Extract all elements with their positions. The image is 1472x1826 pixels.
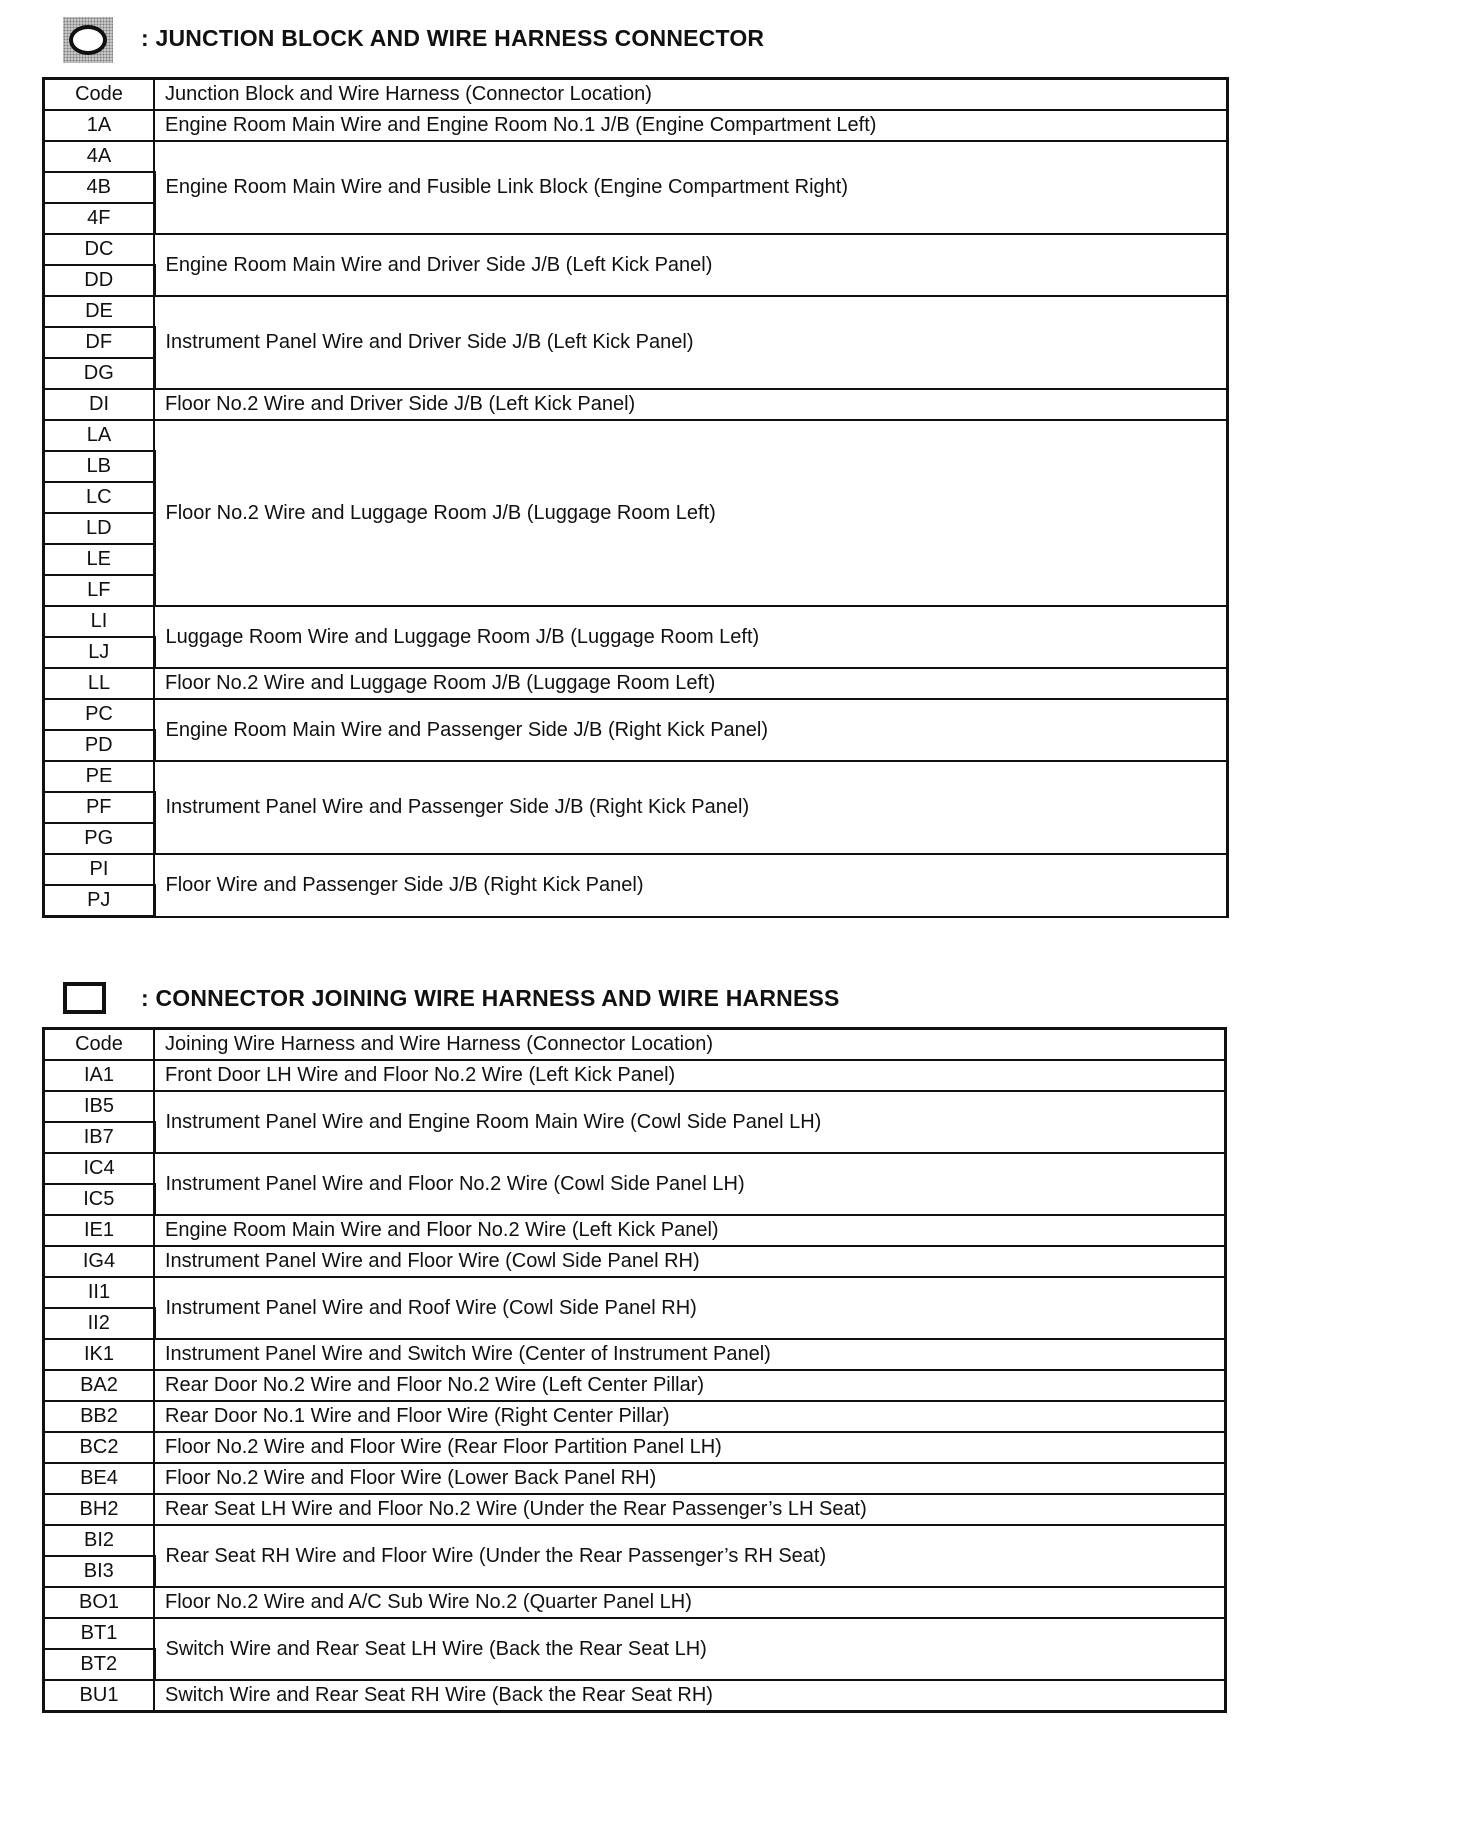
connector-code: BO1 [44, 1587, 155, 1618]
table-row [44, 668, 1228, 699]
table-row [44, 1060, 1226, 1091]
connector-code: BC2 [44, 1432, 155, 1463]
table-row [44, 1494, 1226, 1525]
connector-code: PJ [44, 885, 155, 917]
table-row [44, 1432, 1226, 1463]
connector-code: LC [44, 482, 155, 513]
connector-code: 4F [44, 203, 155, 234]
connector-location-description: Floor No.2 Wire and A/C Sub Wire No.2 (Quarter Panel LH) [154, 1587, 1226, 1618]
junction-section-heading [63, 17, 1263, 63]
connector-location-description: Floor No.2 Wire and Luggage Room J/B (Luggage Room Left) [154, 420, 1228, 606]
connector-code: BA2 [44, 1370, 155, 1401]
table-row [44, 296, 1228, 327]
connector-code: II1 [44, 1277, 155, 1308]
table-row [44, 1277, 1226, 1308]
connector-code: IC4 [44, 1153, 155, 1184]
connector-code: IB7 [44, 1122, 155, 1153]
table-row [44, 699, 1228, 730]
connector-code: IB5 [44, 1091, 155, 1122]
table-row [44, 234, 1228, 265]
table-row [44, 1091, 1226, 1122]
connector-code: LE [44, 544, 155, 575]
connector-location-description: Instrument Panel Wire and Switch Wire (Center of Instrument Panel) [154, 1339, 1226, 1370]
junction-block-table [42, 77, 1229, 918]
connector-code: BE4 [44, 1463, 155, 1494]
connector-location-description: Engine Room Main Wire and Driver Side J/B (Left Kick Panel) [154, 234, 1228, 296]
header-code: Code [44, 79, 155, 111]
connector-code: BI3 [44, 1556, 155, 1587]
connector-location-description: Rear Seat LH Wire and Floor No.2 Wire (Under the Rear Passenger’s LH Seat) [154, 1494, 1226, 1525]
connector-location-description: Rear Door No.2 Wire and Floor No.2 Wire (Left Center Pillar) [154, 1370, 1226, 1401]
table-row [44, 1463, 1226, 1494]
connector-code: LF [44, 575, 155, 606]
connector-code: 4A [44, 141, 155, 172]
connector-location-description: Floor Wire and Passenger Side J/B (Right Kick Panel) [154, 854, 1228, 917]
connector-location-description: Instrument Panel Wire and Driver Side J/B (Left Kick Panel) [154, 296, 1228, 389]
connector-code: BB2 [44, 1401, 155, 1432]
connector-location-description: Rear Door No.1 Wire and Floor Wire (Right Center Pillar) [154, 1401, 1226, 1432]
connector-code: PG [44, 823, 155, 854]
table-row [44, 1370, 1226, 1401]
connector-section-heading [63, 978, 1263, 1024]
connector-location-description: Engine Room Main Wire and Fusible Link Block (Engine Compartment Right) [154, 141, 1228, 234]
connector-location-description: Rear Seat RH Wire and Floor Wire (Under the Rear Passenger’s RH Seat) [154, 1525, 1226, 1587]
header-description: Joining Wire Harness and Wire Harness (Connector Location) [154, 1029, 1226, 1061]
table-row [44, 1246, 1226, 1277]
connector-code: IG4 [44, 1246, 155, 1277]
connector-code: LA [44, 420, 155, 451]
connector-table [42, 1027, 1227, 1713]
connector-location-description: Floor No.2 Wire and Floor Wire (Lower Back Panel RH) [154, 1463, 1226, 1494]
table-row [44, 1153, 1226, 1184]
connector-location-description: Front Door LH Wire and Floor No.2 Wire (Left Kick Panel) [154, 1060, 1226, 1091]
connector-location-description: Engine Room Main Wire and Engine Room No.1 J/B (Engine Compartment Left) [154, 110, 1228, 141]
connector-location-description: Instrument Panel Wire and Floor Wire (Cowl Side Panel RH) [154, 1246, 1226, 1277]
connector-code: 4B [44, 172, 155, 203]
table-row [44, 1401, 1226, 1432]
connector-code: BU1 [44, 1680, 155, 1712]
table-row [44, 1680, 1226, 1712]
connector-code: PD [44, 730, 155, 761]
table-row [44, 1587, 1226, 1618]
connector-location-description: Instrument Panel Wire and Roof Wire (Cowl Side Panel RH) [154, 1277, 1226, 1339]
table-header-row [44, 79, 1228, 111]
connector-location-description: Switch Wire and Rear Seat LH Wire (Back the Rear Seat LH) [154, 1618, 1226, 1680]
connector-code: BT2 [44, 1649, 155, 1680]
connector-code: DG [44, 358, 155, 389]
connector-code: BH2 [44, 1494, 155, 1525]
connector-symbol-icon [63, 982, 106, 1014]
table-row [44, 1618, 1226, 1649]
table-row [44, 110, 1228, 141]
connector-code: PC [44, 699, 155, 730]
connector-location-description: Instrument Panel Wire and Floor No.2 Wire (Cowl Side Panel LH) [154, 1153, 1226, 1215]
table-row [44, 606, 1228, 637]
connector-code: DE [44, 296, 155, 327]
connector-location-description: Instrument Panel Wire and Engine Room Main Wire (Cowl Side Panel LH) [154, 1091, 1226, 1153]
table-header-row [44, 1029, 1226, 1061]
table-row [44, 761, 1228, 792]
connector-location-description: Floor No.2 Wire and Driver Side J/B (Left Kick Panel) [154, 389, 1228, 420]
connector-code: IK1 [44, 1339, 155, 1370]
table-row [44, 1525, 1226, 1556]
table-row [44, 854, 1228, 885]
connector-location-description: Engine Room Main Wire and Floor No.2 Wire (Left Kick Panel) [154, 1215, 1226, 1246]
connector-code: BI2 [44, 1525, 155, 1556]
connector-location-description: Engine Room Main Wire and Passenger Side J/B (Right Kick Panel) [154, 699, 1228, 761]
junction-block-symbol-icon [63, 17, 113, 63]
connector-location-description: Switch Wire and Rear Seat RH Wire (Back the Rear Seat RH) [154, 1680, 1226, 1712]
connector-code: LL [44, 668, 155, 699]
connector-code: IA1 [44, 1060, 155, 1091]
connector-code: LI [44, 606, 155, 637]
connector-code: IC5 [44, 1184, 155, 1215]
header-description: Junction Block and Wire Harness (Connector Location) [154, 79, 1228, 111]
connector-code: PF [44, 792, 155, 823]
connector-location-description: Floor No.2 Wire and Luggage Room J/B (Luggage Room Left) [154, 668, 1228, 699]
connector-code: DF [44, 327, 155, 358]
connector-code: PI [44, 854, 155, 885]
junction-section-title: : JUNCTION BLOCK AND WIRE HARNESS CONNECTOR [141, 25, 765, 51]
connector-location-description: Floor No.2 Wire and Floor Wire (Rear Floor Partition Panel LH) [154, 1432, 1226, 1463]
connector-code: II2 [44, 1308, 155, 1339]
connector-code: PE [44, 761, 155, 792]
table-row [44, 1339, 1226, 1370]
connector-location-description: Luggage Room Wire and Luggage Room J/B (Luggage Room Left) [154, 606, 1228, 668]
connector-code: LD [44, 513, 155, 544]
connector-code: DI [44, 389, 155, 420]
table-row [44, 1215, 1226, 1246]
connector-code: 1A [44, 110, 155, 141]
connector-code: LB [44, 451, 155, 482]
connector-code: DD [44, 265, 155, 296]
table-row [44, 389, 1228, 420]
header-code: Code [44, 1029, 155, 1061]
table-row [44, 420, 1228, 451]
connector-code: LJ [44, 637, 155, 668]
connector-code: DC [44, 234, 155, 265]
connector-location-description: Instrument Panel Wire and Passenger Side J/B (Right Kick Panel) [154, 761, 1228, 854]
connector-code: IE1 [44, 1215, 155, 1246]
connector-code: BT1 [44, 1618, 155, 1649]
table-row [44, 141, 1228, 172]
connector-section-title: : CONNECTOR JOINING WIRE HARNESS AND WIRE HARNESS [141, 985, 840, 1011]
